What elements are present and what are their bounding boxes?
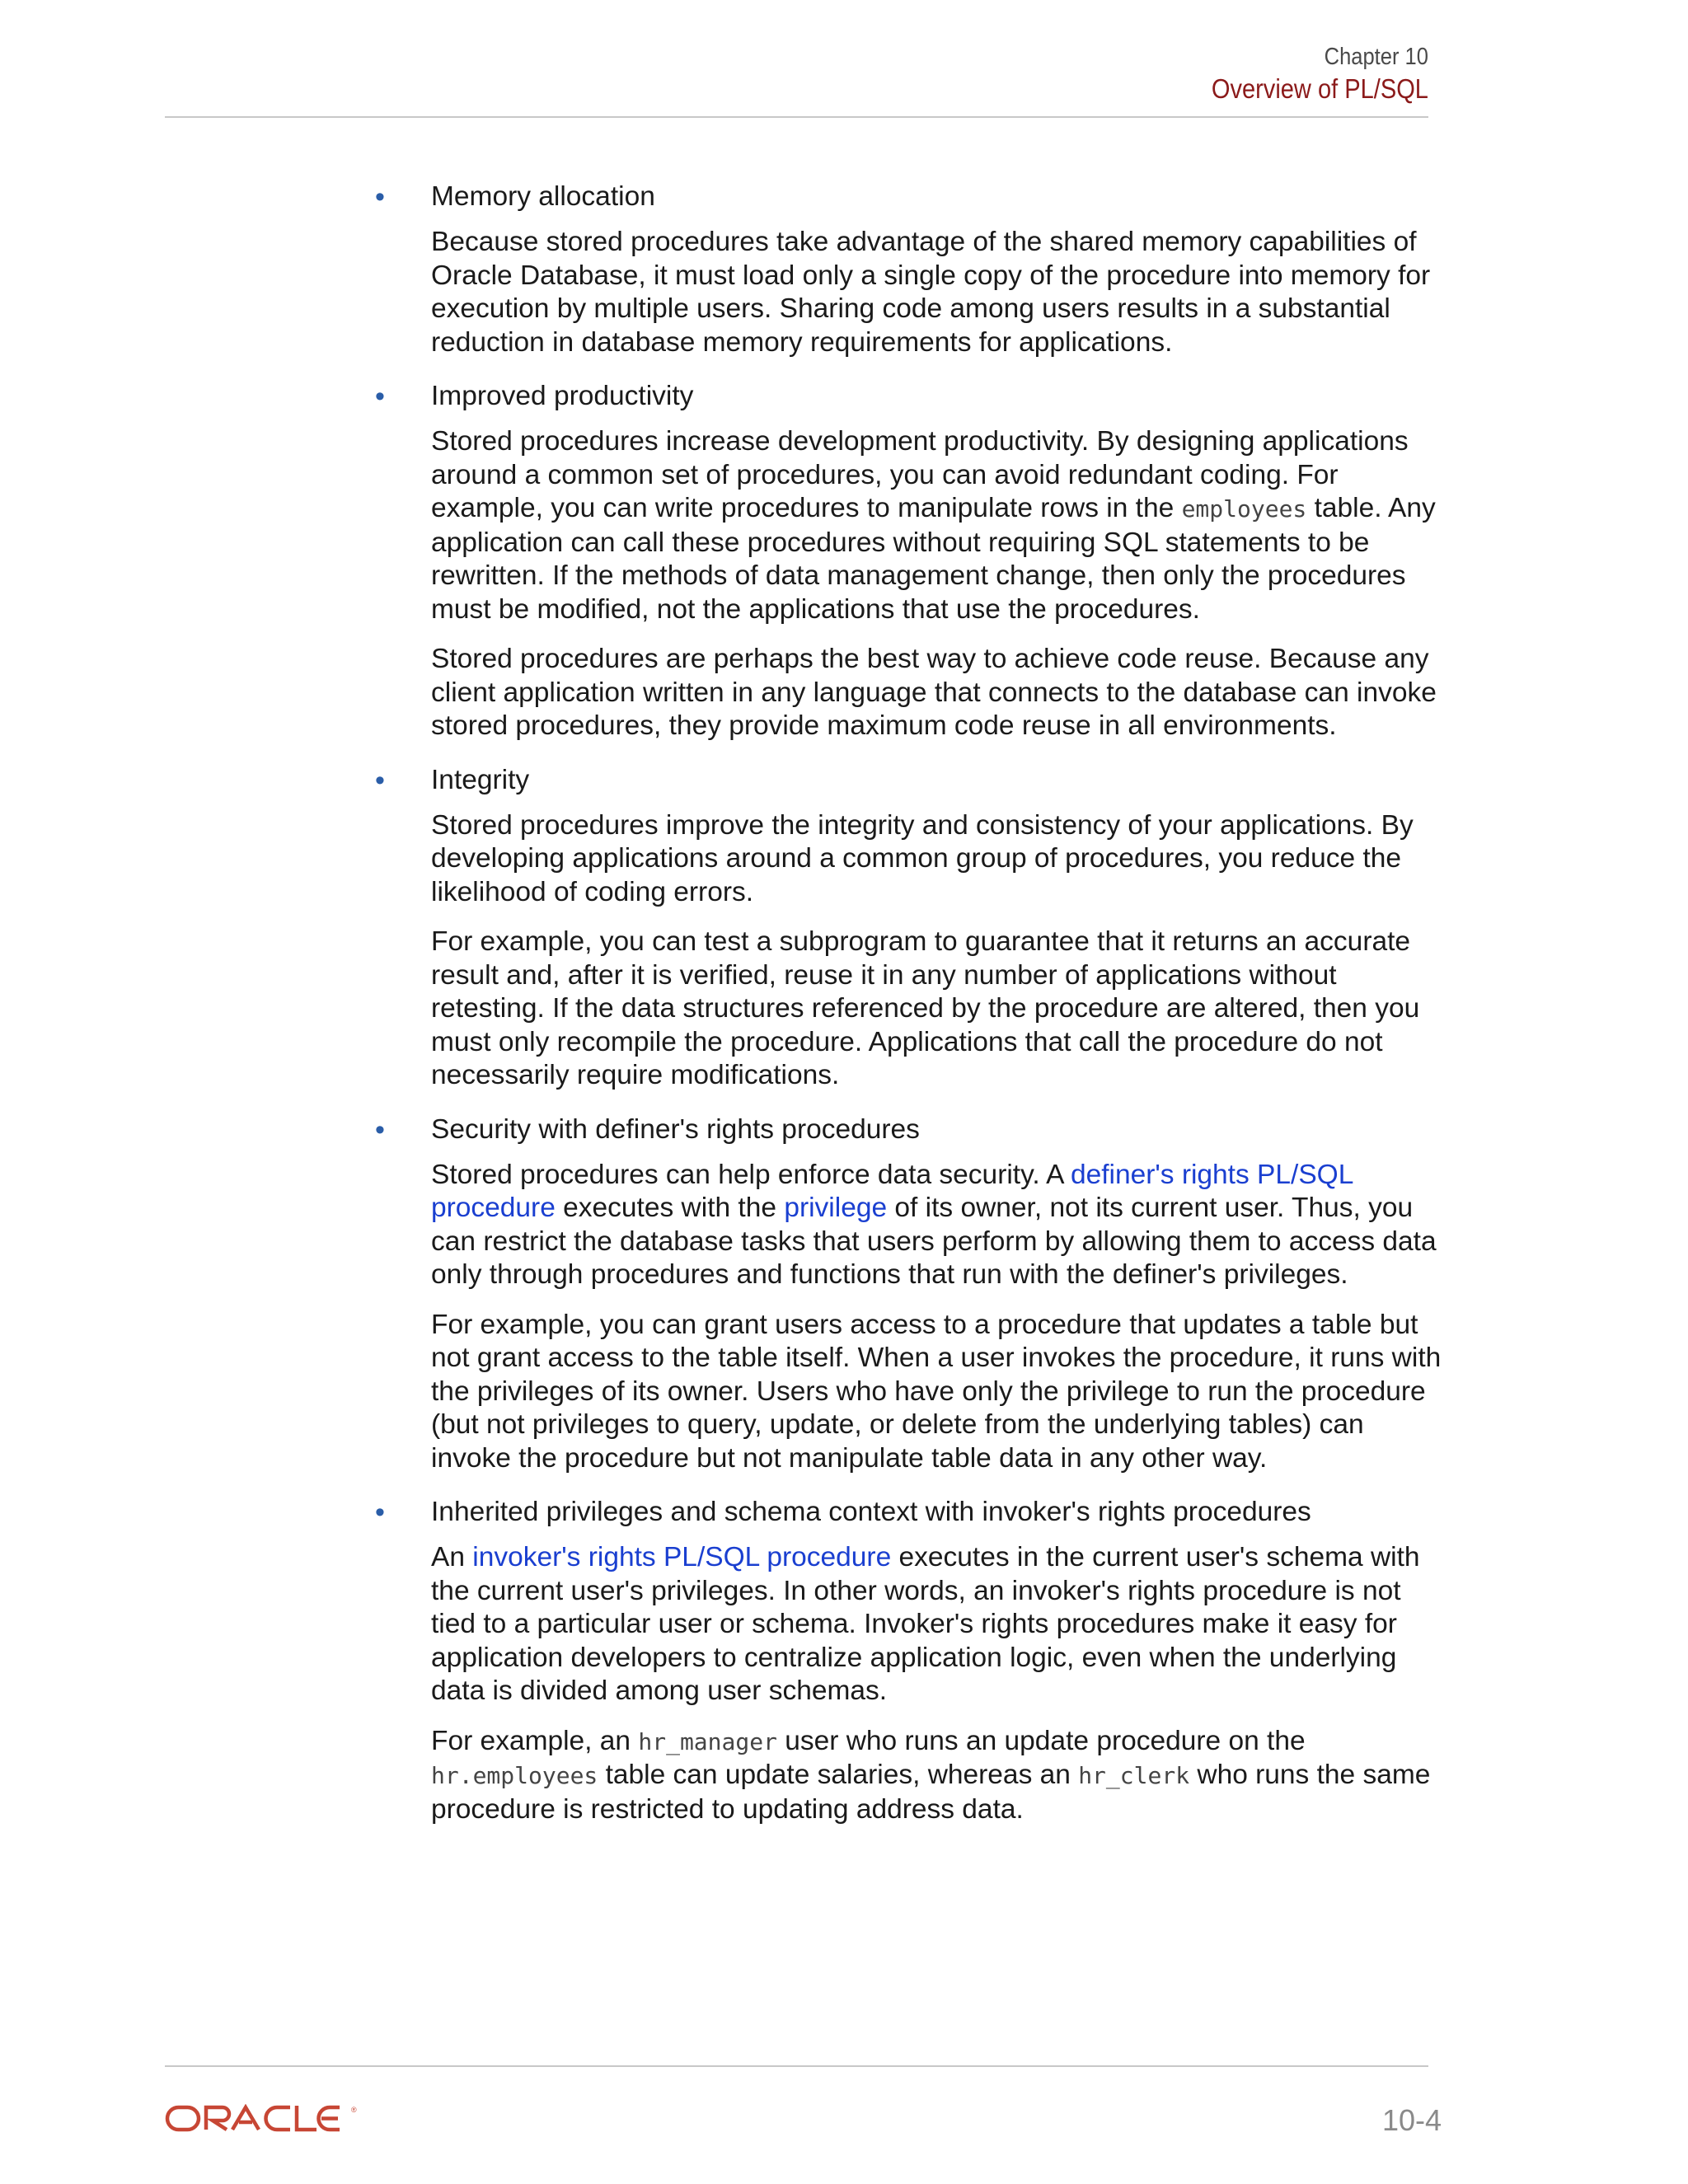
code-hr-clerk: hr_clerk xyxy=(1078,1762,1190,1789)
bullet-icon: • xyxy=(375,1113,385,1146)
text-span: executes in the current user's schema with xyxy=(891,1542,1420,1572)
footer-divider xyxy=(165,2065,1428,2067)
text-line: rewritten. If the methods of data management change, then only the procedures xyxy=(431,560,1406,591)
text-line: developing applications around a common group of procedures, you reduce the xyxy=(431,843,1401,874)
text-line: can restrict the database tasks that users perform by allowing them to access data xyxy=(431,1226,1437,1257)
code-hr-manager: hr_manager xyxy=(638,1727,777,1755)
header-divider xyxy=(165,116,1428,118)
text-line: retesting. If the data structures referenced by the procedure are altered, then you xyxy=(431,993,1420,1024)
paragraph xyxy=(431,1159,1494,1292)
text-line xyxy=(431,1159,1494,1193)
text-line: execution by multiple users. Sharing code among users results in a substantial xyxy=(431,293,1390,324)
paragraph xyxy=(431,926,1494,1093)
paragraph xyxy=(431,643,1494,743)
running-header xyxy=(1182,41,1428,105)
text-span: example, you can write procedures to manipulate rows in the xyxy=(431,493,1182,523)
code-employees: employees xyxy=(1181,495,1307,523)
privilege-link[interactable]: privilege xyxy=(784,1193,888,1223)
text-line: Because stored procedures take advantage of the shared memory capabilities of xyxy=(431,227,1417,257)
text-span: of its owner, not its current user. Thus, you xyxy=(887,1193,1414,1223)
invokers-rights-link[interactable]: invoker's rights PL/SQL procedure xyxy=(472,1542,892,1572)
item-title: Security with definer's rights procedures xyxy=(431,1113,920,1145)
text-span: who runs the same xyxy=(1189,1760,1431,1790)
paragraph xyxy=(431,1309,1494,1476)
page-number: 10-4 xyxy=(1381,2103,1442,2137)
chapter-title: Overview of PL/SQL xyxy=(1211,73,1428,104)
text-line: not grant access to the table itself. When a user invokes the procedure, it runs with xyxy=(431,1343,1442,1373)
text-line: Stored procedures are perhaps the best way to achieve code reuse. Because any xyxy=(431,644,1429,674)
text-line: For example, you can test a subprogram to guarantee that it returns an accurate xyxy=(431,926,1411,957)
item-title: Memory allocation xyxy=(431,181,655,212)
text-line: Stored procedures improve the integrity and consistency of your applications. By xyxy=(431,809,1414,841)
list-item-memory-allocation xyxy=(375,176,1447,359)
text-line: the privileges of its owner. Users who have only the privilege to run the procedure xyxy=(431,1376,1426,1407)
paragraph xyxy=(431,226,1494,359)
text-line xyxy=(431,492,1494,527)
text-line: likelihood of coding errors. xyxy=(431,876,754,907)
definers-rights-link-cont[interactable]: procedure xyxy=(431,1193,556,1223)
text-line xyxy=(431,1541,1494,1575)
text-line xyxy=(431,1759,1494,1793)
text-line: result and, after it is verified, reuse it in any number of applications without xyxy=(431,959,1337,991)
text-line: must be modified, not the applications that use the procedures. xyxy=(431,593,1200,625)
text-line: Stored procedures increase development productivity. By designing applications xyxy=(431,426,1409,457)
svg-text:®: ® xyxy=(351,2106,357,2114)
paragraph xyxy=(431,1541,1494,1708)
text-span: table. Any xyxy=(1306,493,1436,523)
text-span: An xyxy=(431,1542,473,1572)
list-item-improved-productivity xyxy=(375,376,1447,743)
oracle-logo xyxy=(165,2104,363,2138)
text-line: (but not privileges to query, update, or delete from the underlying tables) can xyxy=(431,1409,1364,1440)
bullet-icon: • xyxy=(375,764,385,796)
definers-rights-link[interactable]: definer's rights PL/SQL xyxy=(1070,1159,1354,1190)
text-line: client application written in any language that connects to the database can invoke xyxy=(431,677,1437,708)
text-span: executes with the xyxy=(555,1193,785,1223)
bullet-icon: • xyxy=(375,381,385,412)
list-item-inherited-privileges xyxy=(375,1492,1447,1826)
text-line: reduction in database memory requirements for applications. xyxy=(431,326,1173,358)
paragraph xyxy=(431,809,1494,910)
text-line: necessarily require modifications. xyxy=(431,1060,840,1090)
text-line: the current user's privileges. In other words, an invoker's rights procedure is not xyxy=(431,1575,1401,1606)
main-content xyxy=(375,176,1447,1843)
text-line xyxy=(431,1725,1494,1760)
text-span: For example, an xyxy=(431,1725,639,1756)
text-line: For example, you can grant users access to a procedure that updates a table but xyxy=(431,1309,1418,1340)
bullet-icon: • xyxy=(375,181,385,213)
text-line: stored procedures, they provide maximum code reuse in all environments. xyxy=(431,710,1337,741)
text-line: only through procedures and functions that run with the definer's privileges. xyxy=(431,1259,1348,1290)
item-title: Inherited privileges and schema context with invoker's rights procedures xyxy=(431,1497,1311,1527)
code-hr-employees: hr.employees xyxy=(431,1762,598,1789)
text-span: user who runs an update procedure on the xyxy=(776,1725,1306,1756)
text-line: around a common set of procedures, you can avoid redundant coding. For xyxy=(431,459,1339,490)
text-line: application can call these procedures without requiring SQL statements to be xyxy=(431,527,1370,558)
paragraph xyxy=(431,1725,1494,1827)
bullet-icon: • xyxy=(375,1497,385,1528)
text-line: invoke the procedure but not manipulate table data in any other way. xyxy=(431,1442,1268,1474)
list-item-integrity xyxy=(375,760,1447,1093)
text-line xyxy=(431,1192,1494,1226)
text-line: Oracle Database, it must load only a single copy of the procedure into memory for xyxy=(431,260,1431,291)
paragraph xyxy=(431,425,1494,626)
text-span: Stored procedures can help enforce data security. A xyxy=(431,1159,1071,1190)
text-line: procedure is restricted to updating address data. xyxy=(431,1793,1024,1825)
text-line: data is divided among user schemas. xyxy=(431,1675,888,1706)
text-line: must only recompile the procedure. Applications that call the procedure do not xyxy=(431,1026,1383,1057)
item-title: Improved productivity xyxy=(431,381,694,411)
text-line: tied to a particular user or schema. Invoker's rights procedures make it easy for xyxy=(431,1609,1397,1639)
text-span: table can update salaries, whereas an xyxy=(598,1760,1079,1790)
list-item-security xyxy=(375,1109,1447,1476)
item-title: Integrity xyxy=(431,764,530,795)
text-line: application developers to centralize application logic, even when the underlying xyxy=(431,1642,1397,1673)
chapter-label: Chapter 10 xyxy=(1324,44,1428,70)
